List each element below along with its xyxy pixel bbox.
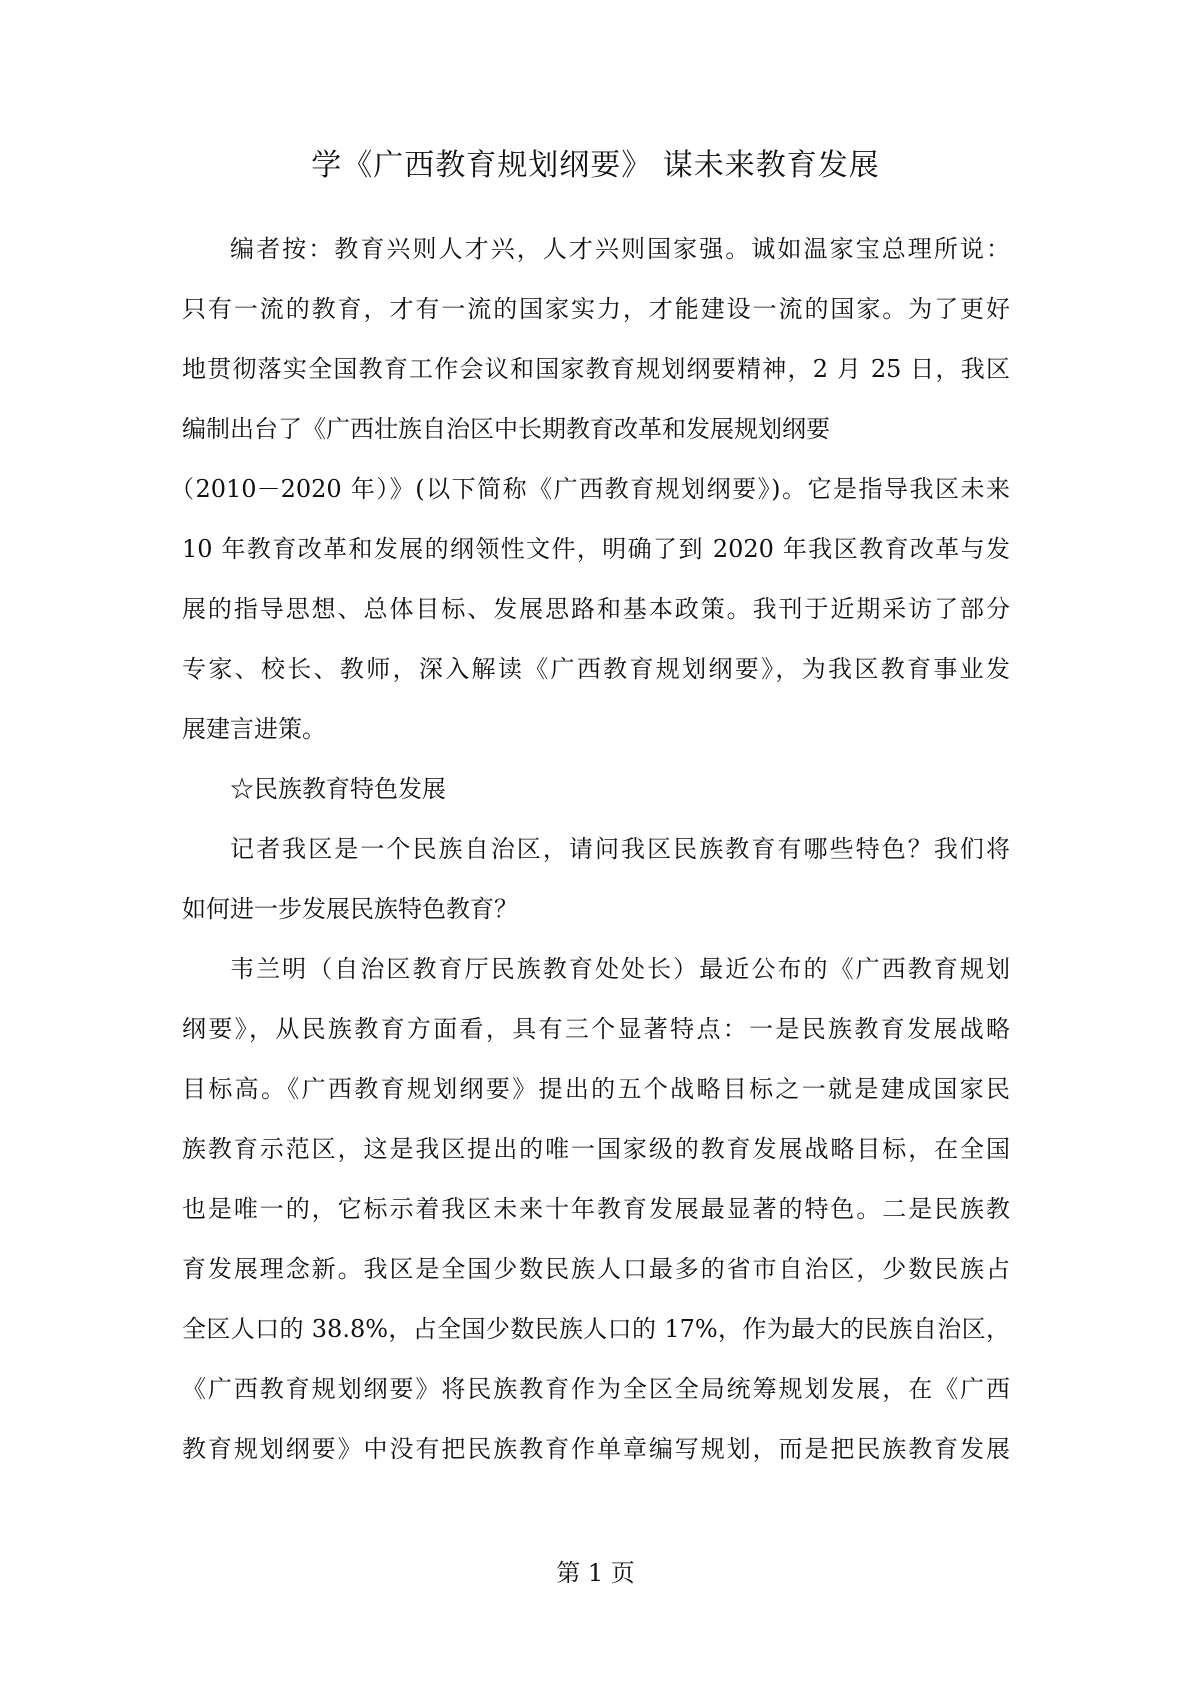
paragraph-line: （2010－2020 年）》(以下简称《广西教育规划纲要》)。它是指导我区未来: [170, 475, 1010, 503]
paragraph-line: 展的指导思想、总体目标、发展思路和基本政策。我刊于近期采访了部分: [182, 595, 1010, 623]
paragraph-line: 记者我区是一个民族自治区，请问我区民族教育有哪些特色？我们将: [230, 835, 1010, 863]
document-title: 学《广西教育规划纲要》 谋未来教育发展: [311, 148, 880, 183]
paragraph-line: 地贯彻落实全国教育工作会议和国家教育规划纲要精神，2 月 25 日，我区: [182, 355, 1010, 383]
paragraph-line: 也是唯一的，它标示着我区未来十年教育发展最显著的特色。二是民族教: [182, 1195, 1010, 1223]
paragraph-line: 全区人口的 38.8%，占全国少数民族人口的 17%，作为最大的民族自治区，: [182, 1315, 1010, 1343]
paragraph-line: 《广西教育规划纲要》将民族教育作为全区全局统筹规划发展，在《广西: [182, 1375, 1010, 1403]
paragraph-line: 目标高。《广西教育规划纲要》提出的五个战略目标之一就是建成国家民: [182, 1075, 1010, 1103]
paragraph-line: 育发展理念新。我区是全国少数民族人口最多的省市自治区，少数民族占: [182, 1255, 1010, 1283]
paragraph-line: 展建言进策。: [182, 715, 326, 743]
paragraph-line: 如何进一步发展民族特色教育？: [182, 895, 518, 923]
paragraph-line: 族教育示范区，这是我区提出的唯一国家级的教育发展战略目标，在全国: [182, 1135, 1010, 1163]
page-number: 第 1 页: [556, 1559, 635, 1587]
paragraph-line: 教育规划纲要》中没有把民族教育作单章编写规划，而是把民族教育发展: [182, 1435, 1010, 1463]
paragraph-line: 专家、校长、教师，深入解读《广西教育规划纲要》，为我区教育事业发: [182, 655, 1010, 683]
paragraph-line: 10 年教育改革和发展的纲领性文件，明确了到 2020 年我区教育改革与发: [182, 535, 1010, 563]
paragraph-line: 纲要》，从民族教育方面看，具有三个显著特点：一是民族教育发展战略: [182, 1015, 1010, 1043]
paragraph-line: 只有一流的教育，才有一流的国家实力，才能建设一流的国家。为了更好: [182, 295, 1010, 323]
section-heading: ☆民族教育特色发展: [230, 775, 446, 803]
paragraph-line: 韦兰明（自治区教育厅民族教育处处长）最近公布的《广西教育规划: [230, 955, 1010, 983]
paragraph-line: 编者按：教育兴则人才兴，人才兴则国家强。诚如温家宝总理所说：: [230, 235, 1010, 263]
paragraph-line: 编制出台了《广西壮族自治区中长期教育改革和发展规划纲要: [182, 415, 830, 443]
